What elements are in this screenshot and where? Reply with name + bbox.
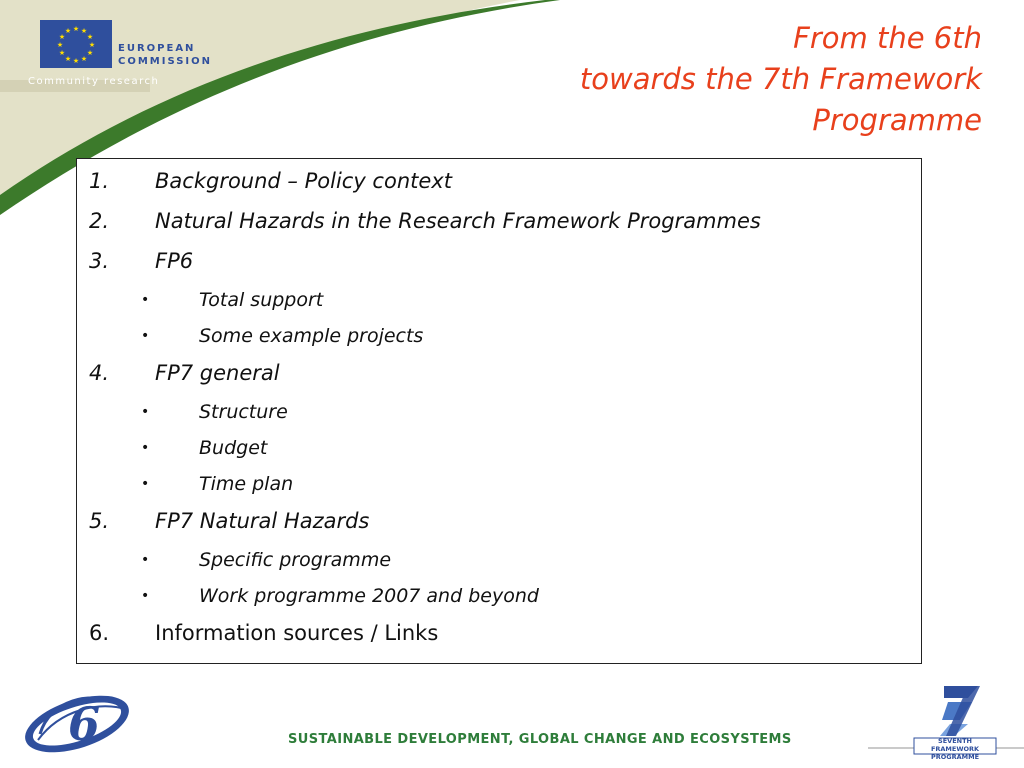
svg-text:★: ★ bbox=[58, 33, 66, 41]
item-number: 4. bbox=[89, 361, 110, 385]
european-commission-logo bbox=[28, 18, 238, 90]
svg-text:★: ★ bbox=[86, 49, 94, 57]
svg-text:★: ★ bbox=[80, 27, 88, 35]
item-number: 6. bbox=[89, 621, 110, 645]
item-text: Background – Policy context bbox=[155, 169, 452, 193]
bullet-icon: • bbox=[141, 476, 150, 492]
outline-item bbox=[77, 169, 921, 199]
svg-text:★: ★ bbox=[64, 27, 72, 35]
svg-text:★: ★ bbox=[64, 55, 72, 63]
item-number: 5. bbox=[89, 509, 110, 533]
svg-text:★: ★ bbox=[58, 49, 66, 57]
bullet-icon: • bbox=[141, 552, 150, 568]
item-number: 1. bbox=[89, 169, 110, 193]
outline-subitem bbox=[77, 585, 921, 615]
outline-item bbox=[77, 621, 921, 651]
ec-wordmark: EUROPEAN COMMISSION bbox=[118, 43, 213, 67]
svg-text:★: ★ bbox=[72, 25, 80, 33]
fp7-caption: SEVENTH FRAMEWORK PROGRAMME bbox=[930, 737, 980, 761]
bullet-icon: • bbox=[141, 404, 150, 420]
item-number: 2. bbox=[89, 209, 110, 233]
svg-text:★: ★ bbox=[72, 57, 80, 65]
fp7-logo bbox=[868, 684, 1024, 764]
outline-item bbox=[77, 209, 921, 239]
svg-text:★: ★ bbox=[80, 55, 88, 63]
title-line: towards the 7th Framework bbox=[579, 62, 982, 96]
outline-subitem bbox=[77, 289, 921, 319]
svg-text:★: ★ bbox=[56, 41, 64, 49]
outline-item bbox=[77, 249, 921, 279]
outline-item bbox=[77, 361, 921, 391]
item-number: 3. bbox=[89, 249, 110, 273]
item-text: FP6 bbox=[155, 249, 194, 273]
title-line: Programme bbox=[812, 103, 982, 137]
bullet-icon: • bbox=[141, 292, 150, 308]
eu-flag-icon bbox=[40, 20, 112, 68]
title-line: From the 6th bbox=[793, 21, 982, 55]
outline-item bbox=[77, 509, 921, 539]
outline-box bbox=[76, 158, 922, 664]
subitem-text: Total support bbox=[199, 289, 324, 311]
outline-subitem bbox=[77, 473, 921, 503]
item-text: Information sources / Links bbox=[155, 621, 439, 645]
item-text: FP7 general bbox=[155, 361, 280, 385]
svg-text:★: ★ bbox=[86, 33, 94, 41]
subitem-text: Time plan bbox=[199, 473, 294, 495]
item-text: FP7 Natural Hazards bbox=[155, 509, 370, 533]
fp6-logo-icon bbox=[20, 690, 134, 754]
subitem-text: Work programme 2007 and beyond bbox=[199, 585, 539, 607]
subitem-text: Structure bbox=[199, 401, 288, 423]
outline-subitem bbox=[77, 401, 921, 431]
item-text: Natural Hazards in the Research Framework Programmes bbox=[155, 209, 761, 233]
community-research-label: Community research bbox=[28, 76, 160, 87]
bullet-icon: • bbox=[141, 328, 150, 344]
footer-text: SUSTAINABLE DEVELOPMENT, GLOBAL CHANGE AND ECOSYSTEMS bbox=[288, 732, 792, 747]
subitem-text: Some example projects bbox=[199, 325, 424, 347]
svg-text:★: ★ bbox=[88, 41, 96, 49]
slide-title bbox=[580, 18, 982, 141]
svg-text:6: 6 bbox=[68, 697, 101, 751]
bullet-icon: • bbox=[141, 588, 150, 604]
outline-subitem bbox=[77, 437, 921, 467]
outline-subitem bbox=[77, 549, 921, 579]
subitem-text: Specific programme bbox=[199, 549, 392, 571]
subitem-text: Budget bbox=[199, 437, 268, 459]
bullet-icon: • bbox=[141, 440, 150, 456]
outline-subitem bbox=[77, 325, 921, 355]
